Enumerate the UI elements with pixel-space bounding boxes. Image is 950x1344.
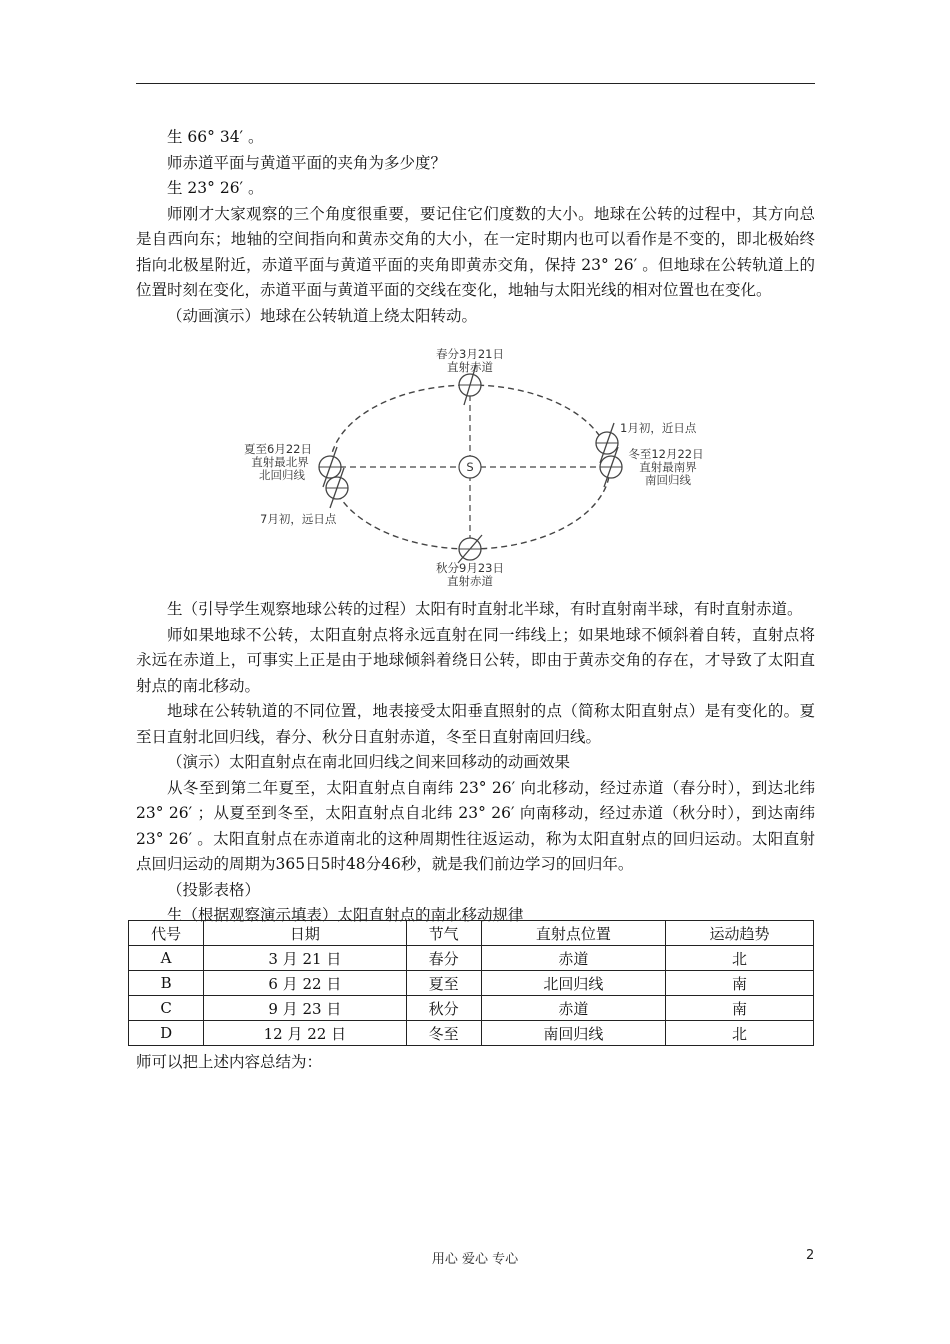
table-row [129, 996, 814, 1021]
spring-label: 春分3月21日 [436, 347, 504, 361]
winter-label: 南回归线 [645, 473, 691, 487]
table-cell: 3 月 21 日 [204, 946, 406, 971]
table-header-cell: 节气 [406, 921, 481, 946]
table-cell: 秋分 [406, 996, 481, 1021]
table-cell: 夏至 [406, 971, 481, 996]
paragraph: （投影表格） [167, 880, 261, 899]
table-row [129, 1021, 814, 1046]
paragraph: 生 23° 26′ 。 [167, 179, 264, 197]
winter-label: 直射最南界 [639, 460, 697, 474]
table-cell: 9 月 23 日 [204, 996, 406, 1021]
paragraph: 生（根据观察演示填表）太阳直射点的南北移动规律 [167, 906, 524, 924]
table-cell: 南 [666, 996, 814, 1021]
sun-icon [459, 456, 481, 478]
table-cell: 南回归线 [481, 1021, 665, 1046]
page-footer: 用心 爱心 专心 [431, 1252, 519, 1267]
table-cell: C [129, 996, 204, 1021]
paragraph: 从冬至到第二年夏至，太阳直射点自南纬 23° 26′ 向北移动，经过赤道（春分时），到达北纬 23° 26′ ；从夏至到冬至，太阳直射点自北纬 23° 26′ 向南移动，经过赤道（秋分时），到达南纬 23° 26′ 。太阳直射点在赤道南北的这种周期性往返运动，称为太阳直射点的回归运动。太阳直射点回归运动的周期为365日5时48分46秒，就是我们前边学习的回归年。 [136, 778, 815, 873]
table-cell: 北 [666, 946, 814, 971]
table-cell: 6 月 22 日 [204, 971, 406, 996]
table-header-cell: 代号 [129, 921, 204, 946]
earth-orbit-diagram [230, 345, 720, 590]
winter-label: 冬至12月22日 [628, 447, 704, 461]
page-number: 2 [806, 1248, 815, 1263]
paragraph: 师刚才大家观察的三个角度很重要，要记住它们度数的大小。地球在公转的过程中，其方向总是自西向东；地轴的空间指向和黄赤交角的大小，在一定时期内也可以看作是不变的，即北极始终指向北极星附近，赤道平面与黄道平面的夹角即黄赤交角，保持 23° 26′ 。但地球在公转轨道上的位置时刻在变化，赤道平面与黄道平面的交线在变化，地轴与太阳光线的相对位置也在变化。 [136, 204, 815, 299]
table-cell: 赤道 [481, 996, 665, 1021]
aphelion-label: 7月初，远日点 [260, 512, 337, 526]
summer-label: 夏至6月22日 [244, 442, 312, 456]
solar-point-table [128, 920, 814, 1046]
paragraph: 生 66° 34′ 。 [167, 128, 264, 146]
summer-label: 北回归线 [259, 468, 305, 482]
earth-autumn-icon [458, 535, 482, 563]
table-cell: 南 [666, 971, 814, 996]
paragraph: 生（引导学生观察地球公转的过程）太阳有时直射北半球，有时直射南半球，有时直射赤道。 [167, 600, 803, 618]
table-cell: A [129, 946, 204, 971]
table-header-cell: 直射点位置 [481, 921, 665, 946]
table-cell: 冬至 [406, 1021, 481, 1046]
table-header-row [129, 921, 814, 946]
autumn-label: 秋分9月23日 [436, 561, 504, 575]
paragraph: 师可以把上述内容总结为： [136, 1053, 323, 1071]
table-cell: 春分 [406, 946, 481, 971]
paragraph: 地球在公转轨道的不同位置，地表接受太阳垂直照射的点（简称太阳直射点）是有变化的。夏至日直射北回归线，春分、秋分日直射赤道，冬至日直射南回归线。 [136, 702, 815, 746]
table-header-cell: 日期 [204, 921, 406, 946]
paragraph: 师赤道平面与黄道平面的夹角为多少度？ [167, 153, 447, 172]
table-cell: D [129, 1021, 204, 1046]
table-cell: 12 月 22 日 [204, 1021, 406, 1046]
header-rule [136, 83, 815, 84]
text-block-closing [136, 1050, 815, 1076]
paragraph: 师如果地球不公转，太阳直射点将永远直射在同一纬线上；如果地球不倾斜着自转，直射点将永远在赤道上，可事实上正是由于地球倾斜着绕日公转，即由于黄赤交角的存在，才导致了太阳直射点的南北移动。 [136, 625, 815, 695]
table-cell: B [129, 971, 204, 996]
table-header-cell: 运动趋势 [666, 921, 814, 946]
text-block-top [136, 125, 815, 329]
paragraph: （动画演示）地球在公转轨道上绕太阳转动。 [167, 306, 478, 325]
table-cell: 北回归线 [481, 971, 665, 996]
sun-label: S [466, 460, 474, 474]
spring-label: 直射赤道 [447, 360, 493, 374]
perihelion-label: 1月初，近日点 [620, 421, 697, 435]
autumn-label: 直射赤道 [447, 574, 493, 588]
text-block-mid [136, 597, 815, 929]
table-cell: 北 [666, 1021, 814, 1046]
paragraph: （演示）太阳直射点在南北回归线之间来回移动的动画效果 [167, 753, 571, 771]
summer-label: 直射最北界 [251, 455, 309, 469]
table-row [129, 946, 814, 971]
table-row [129, 971, 814, 996]
table-cell: 赤道 [481, 946, 665, 971]
